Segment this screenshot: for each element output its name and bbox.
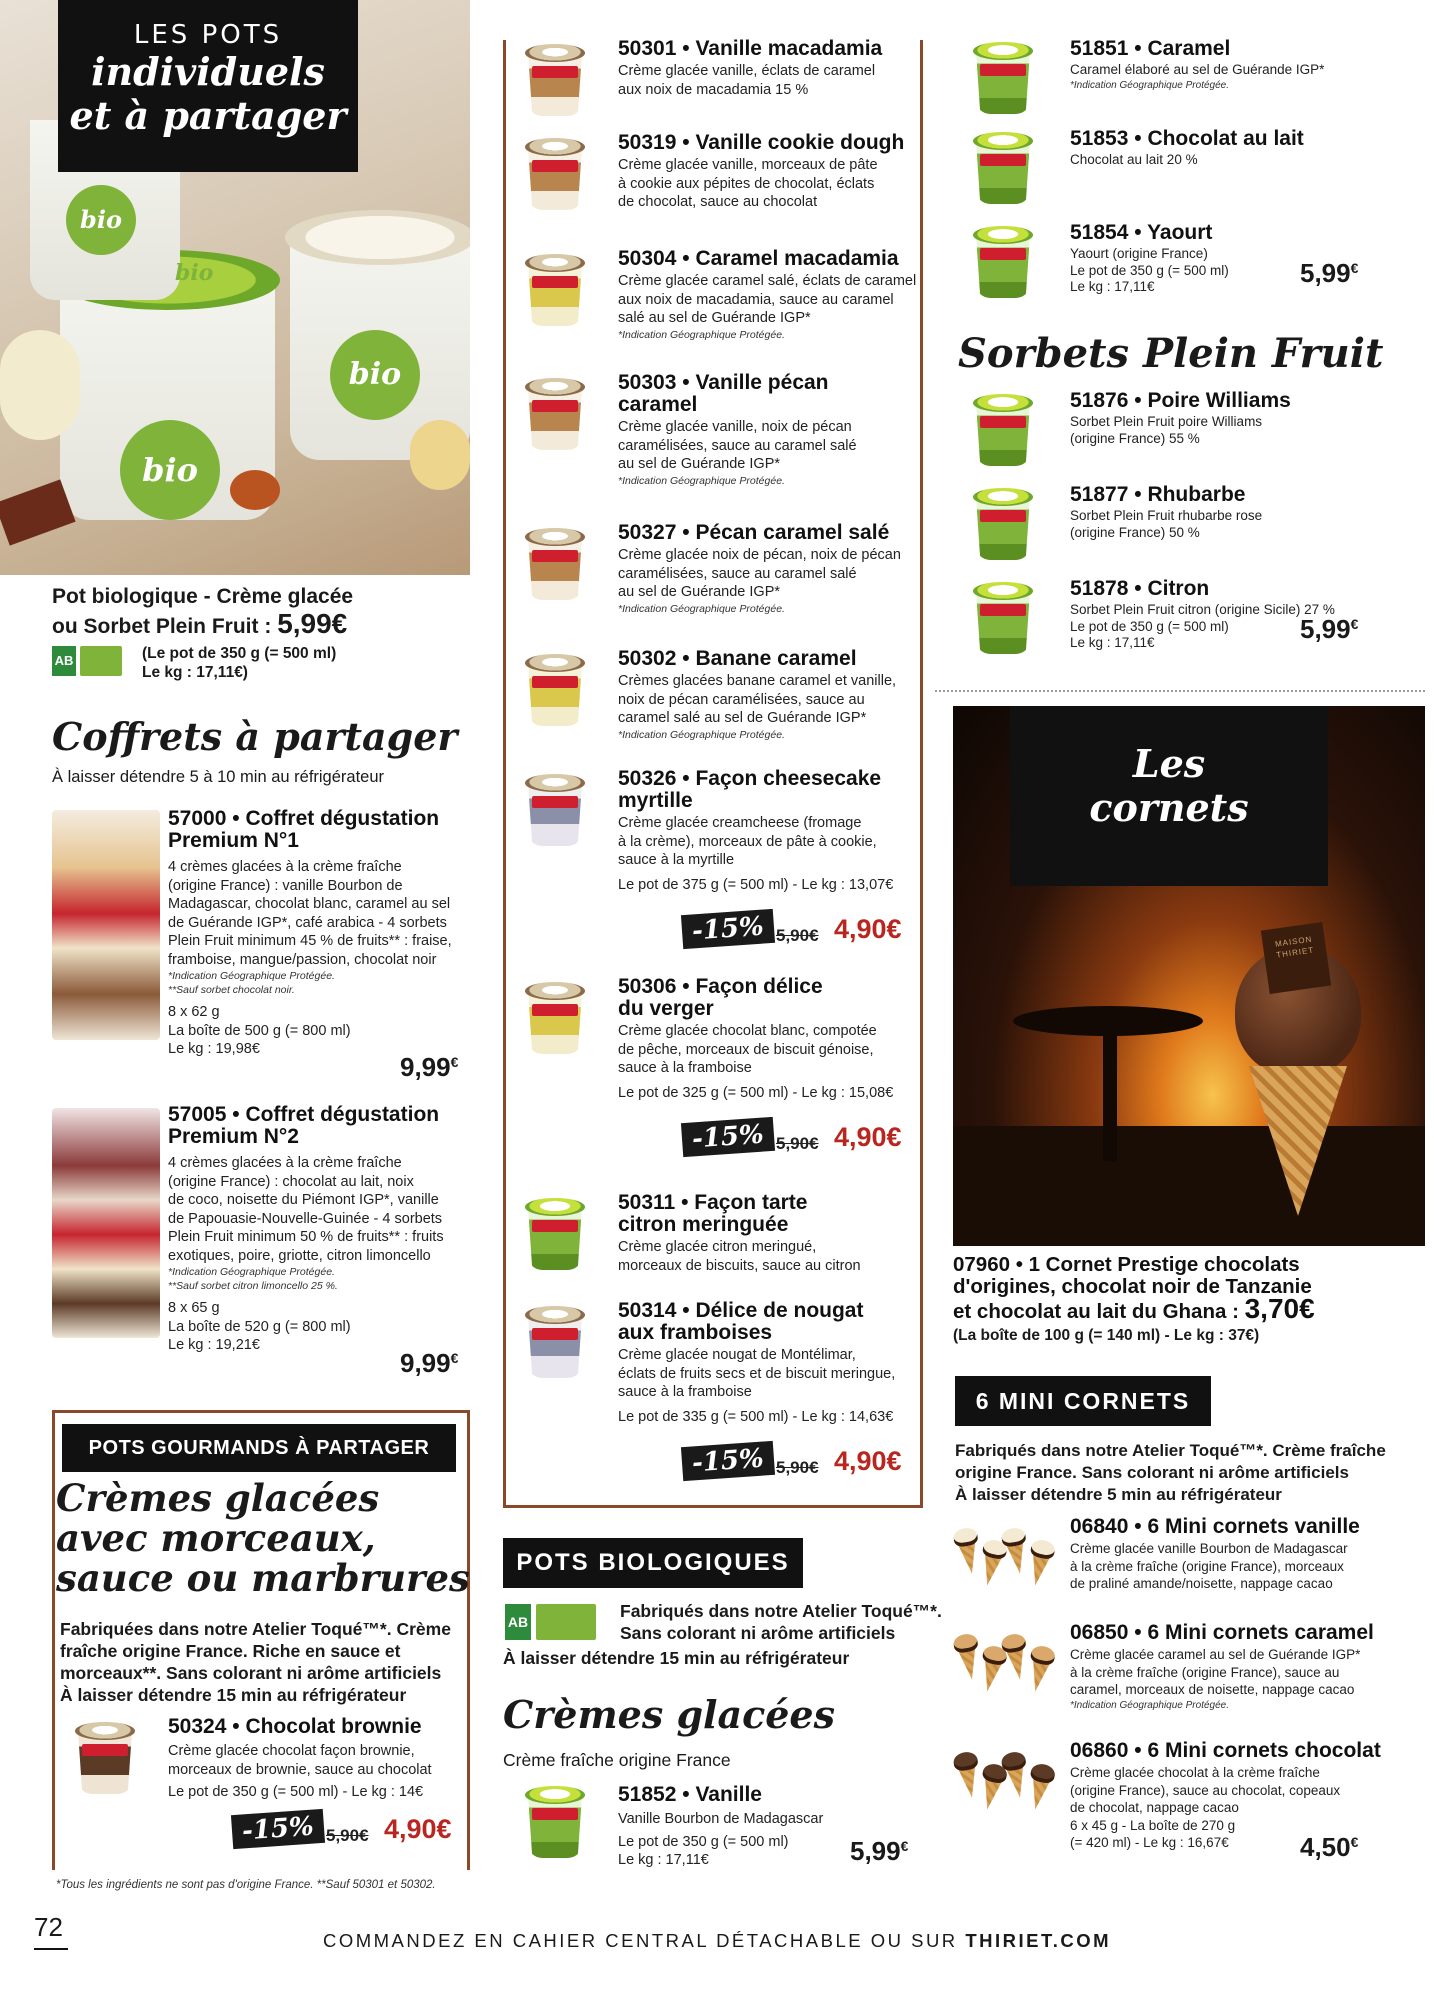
item-name: Vanille cookie dough (695, 131, 905, 154)
price-currency: € (1350, 1834, 1359, 1850)
coffret-price: 9,99€ (400, 1052, 459, 1082)
item-code: 50303 • (618, 371, 690, 394)
item-desc: exotiques, poire, griotte, citron limoncello (168, 1247, 431, 1264)
item-desc: de Guérande IGP*, café arabica - 4 sorbets (168, 914, 447, 931)
product-item (1070, 1516, 1400, 1593)
bio-intro: Fabriqués dans notre Atelier Toqué™*. Sans colorant ni arôme artificiels (620, 1601, 942, 1643)
item-desc: Le pot de 350 g (= 500 ml) (1070, 262, 1229, 278)
cornet-prestige: 07960 • 1 Cornet Prestige chocolats d'origines, chocolat noir de Tanzanie et chocolat au lait du Ghana : 3,70€ (La boîte de 100 g (= 140 ml) - Le kg : 37€) (953, 1253, 1315, 1344)
cone-image (1223, 926, 1373, 1226)
pot-bio-detail1: (Le pot de 350 g (= 500 ml) (142, 645, 337, 662)
item-title (618, 132, 918, 154)
item-desc: sauce à la framboise (618, 1060, 752, 1076)
item-code: 06840 • (1070, 1515, 1142, 1538)
item-desc-block (1070, 1646, 1400, 1699)
item-name-line2: Premium N°2 (168, 1125, 299, 1148)
mini-cornets-image (955, 1630, 1065, 1710)
item-desc-block (618, 1238, 918, 1275)
item-qty: Le kg : 19,98€ (168, 1041, 260, 1057)
item-desc-block (618, 814, 918, 870)
item-desc: 6 x 45 g - La boîte de 270 g (1070, 1817, 1236, 1833)
item-qty: 8 x 65 g (168, 1300, 220, 1316)
item-desc: Vanille Bourbon de Madagascar (618, 1811, 824, 1827)
item-desc: Caramel élaboré au sel de Guérande IGP* (1070, 62, 1325, 77)
item-price (1300, 614, 1358, 645)
item-name: Délice de nougat (695, 1299, 864, 1322)
product-item (618, 248, 918, 342)
item-desc: Chocolat au lait 20 % (1070, 152, 1198, 167)
item-name: Yaourt (1147, 221, 1213, 244)
item-code: 50326 • (618, 767, 690, 790)
footer-text: COMMANDEZ EN CAHIER CENTRAL DÉTACHABLE OU SUR THIRIET.COM (322, 1930, 1112, 1951)
item-name: Chocolat au lait (1147, 127, 1304, 150)
item-name: Coffret dégustation (245, 1103, 440, 1126)
item-note: *Indication Géographique Protégée. (1070, 79, 1230, 91)
item-desc-block (618, 156, 918, 212)
product-pot-image (522, 378, 588, 452)
item-qty: Le pot de 350 g (= 500 ml) - Le kg : 14€ (168, 1784, 424, 1800)
item-desc: caramel, morceaux de noisette, nappage cacao (1070, 1682, 1355, 1697)
mini-cornets-image (955, 1524, 1065, 1604)
item-desc: éclats de fruits secs et de biscuit meringue, (618, 1365, 896, 1382)
item-desc: Madagascar, chocolat blanc, caramel au sel (168, 896, 451, 912)
item-code: 51851 • (1070, 37, 1142, 60)
item-desc: framboise, mangue/passion, chocolat noir (168, 951, 437, 968)
item-code: 06850 • (1070, 1621, 1142, 1644)
item-desc: Crème glacée chocolat blanc, compotée (618, 1023, 877, 1039)
item-name-line2: myrtille (618, 789, 693, 812)
item-desc: morceaux de biscuits, sauce au citron (618, 1257, 861, 1274)
item-title (1070, 1622, 1400, 1644)
bio-title: Crèmes glacées (503, 1692, 835, 1737)
product-item (618, 976, 918, 1102)
pot-bio-price: 5,99€ (277, 608, 348, 639)
gourmands-header: POTS GOURMANDS À PARTAGER (62, 1424, 456, 1472)
item-name: Vanille pécan (695, 371, 829, 394)
mini-cornets-image (955, 1748, 1065, 1828)
item-desc: Plein Fruit minimum 45 % de fruits** : fraise, (168, 933, 452, 949)
item-desc-block (618, 546, 918, 602)
item-desc-block (618, 272, 918, 328)
item-desc: à cookie aux pépites de chocolat, éclats (618, 175, 875, 192)
price-currency: € (1350, 260, 1359, 276)
item-desc-block (618, 1022, 918, 1078)
item-qty: Le kg : 17,11€ (618, 1852, 709, 1868)
item-qty: Le pot de 350 g (= 500 ml) (618, 1833, 789, 1850)
item-title (618, 248, 918, 270)
product-pot-image (522, 138, 588, 212)
item-desc: à la crème fraîche (origine France), morceaux (1070, 1558, 1344, 1574)
item-name: Pécan caramel salé (695, 521, 890, 544)
item-desc: aux noix de macadamia 15 % (618, 81, 809, 98)
item-desc-block (618, 1346, 918, 1402)
item-desc-block (618, 418, 918, 474)
product-pot-image (522, 44, 588, 118)
item-desc: au sel de Guérande IGP* (618, 584, 781, 600)
item-code: 50306 • (618, 975, 690, 998)
product-pot-image (970, 488, 1036, 562)
item-desc: caramélisées, sauce au caramel salé (618, 437, 857, 454)
item-desc: Crème glacée chocolat à la crème fraîche (1070, 1765, 1320, 1780)
item-desc: à la crème fraîche (origine France), sauce au (1070, 1664, 1340, 1680)
item-desc: Crèmes glacées banane caramel et vanille, (618, 673, 897, 689)
item-title (618, 976, 918, 998)
item-name: Chocolat brownie (245, 1715, 422, 1738)
item-title (1070, 222, 1370, 244)
item-name: Caramel (1147, 37, 1231, 60)
new-price: 4,90€ (834, 1445, 902, 1476)
item-desc: Sorbet Plein Fruit citron (origine Sicile) 27 % (1070, 602, 1335, 617)
bio-badge: bio (66, 185, 136, 255)
discount-badge: -15% (681, 908, 775, 948)
item-qty: Le pot de 375 g (= 500 ml) - Le kg : 13,07€ (618, 876, 894, 893)
item-name: Façon délice (695, 975, 823, 998)
hero-title-box (58, 0, 358, 172)
item-desc: Crème glacée vanille, noix de pécan (618, 419, 852, 435)
item-code: 50324 • (168, 1715, 240, 1738)
old-price: 5,90€ (776, 1133, 819, 1153)
item-name: 6 Mini cornets chocolat (1147, 1739, 1381, 1762)
product-item (1070, 38, 1370, 93)
item-desc-block (618, 62, 918, 99)
item-title (618, 38, 918, 60)
coffret-item (168, 808, 468, 1059)
item-name-line2: du verger (618, 997, 714, 1020)
price-value: 5,99 (1300, 258, 1351, 288)
price-currency: € (1350, 616, 1359, 632)
item-note: *Indication Géographique Protégée. (618, 728, 785, 741)
item-code: 51876 • (1070, 389, 1142, 412)
hero-title-line1: LES POTS (133, 20, 283, 50)
old-price: 5,90€ (776, 1457, 819, 1477)
coffret-price: 9,99€ (400, 1348, 459, 1378)
product-item (1070, 390, 1370, 447)
product-item (618, 648, 918, 742)
product-item (618, 38, 918, 99)
item-name-line2: aux framboises (618, 1321, 773, 1344)
sorbets-title: Sorbets Plein Fruit (958, 330, 1384, 377)
item-desc: (= 420 ml) - Le kg : 16,67€ (1070, 1835, 1229, 1850)
product-pot-image (522, 774, 588, 848)
item-desc: de Papouasie-Nouvelle-Guinée - 4 sorbets (168, 1210, 443, 1227)
item-name: Vanille macadamia (695, 37, 883, 60)
item-desc: Crème glacée nougat de Montélimar, (618, 1347, 856, 1363)
item-name-line2: citron meringuée (618, 1213, 789, 1236)
item-desc: de chocolat, nappage cacao (1070, 1800, 1239, 1815)
product-pot-image (522, 1786, 588, 1860)
product-pot-image (970, 42, 1036, 116)
bio-rest: À laisser détendre 15 min au réfrigérateur (503, 1648, 850, 1668)
item-code: 50311 • (618, 1191, 689, 1214)
item-title (1070, 128, 1370, 150)
item-qty: Le pot de 335 g (= 500 ml) - Le kg : 14,63€ (618, 1408, 894, 1425)
item-desc: (origine France) : vanille Bourbon de (168, 877, 403, 894)
item-name: Banane caramel (695, 647, 857, 670)
item-desc: Le kg : 17,11€ (1070, 635, 1155, 650)
coffret-item (168, 1104, 468, 1355)
item-title (618, 372, 918, 394)
bio-badge: bio (120, 420, 220, 520)
cornets-title-box: Les cornets (1010, 706, 1328, 886)
item-desc: Crème glacée noix de pécan, noix de pécan (618, 547, 901, 563)
item-desc: à la crème), morceaux de pâte à cookie, (618, 833, 877, 850)
item-desc: Le pot de 350 g (= 500 ml) (1070, 618, 1229, 634)
discount-badge: -15% (681, 1116, 775, 1156)
item-desc: Crème glacée creamcheese (fromage (618, 815, 862, 831)
item-desc-block (618, 672, 918, 728)
item-desc: morceaux de brownie, sauce au chocolat (168, 1761, 432, 1778)
item-note: *Indication Géographique Protégée. (618, 602, 785, 615)
dotted-divider (935, 690, 1425, 692)
item-name-line2: caramel (618, 393, 698, 416)
item-code: 51877 • (1070, 483, 1142, 506)
item-desc: sauce à la myrtille (618, 852, 735, 868)
item-title (618, 768, 918, 790)
item-title (618, 648, 918, 670)
footnote: *Tous les ingrédients ne sont pas d'origine France. **Sauf 50301 et 50302. (56, 1879, 436, 1891)
coffrets-title: Coffrets à partager (52, 714, 458, 759)
item-price (1300, 1832, 1358, 1863)
gourmands-title: Crèmes glacées avec morceaux, sauce ou marbrures (56, 1476, 470, 1600)
new-price: 4,90€ (834, 1121, 902, 1152)
pot-bio-line2: ou Sorbet Plein Fruit : (52, 615, 272, 638)
item-name: Poire Williams (1147, 389, 1291, 412)
item-code: 50314 • (618, 1299, 690, 1322)
coffret-photo (52, 1108, 160, 1338)
bio-item-price: 5,99€ (850, 1836, 909, 1866)
product-item (618, 372, 918, 488)
item-desc-block (1070, 414, 1370, 447)
item-code: 50327 • (618, 521, 690, 544)
new-price: 4,90€ (834, 913, 902, 944)
item-desc-block (1070, 152, 1370, 169)
item-code: 57005 • (168, 1103, 240, 1126)
mini-intro: Fabriqués dans notre Atelier Toqué™*. Crème fraîche origine France. Sans colorant ni arôme artificiels À laisser détendre 5 min au réfrigérateur (955, 1441, 1386, 1504)
item-name: Caramel macadamia (695, 247, 899, 270)
item-desc: (origine France) : chocolat au lait, noix (168, 1173, 414, 1190)
item-qty: La boîte de 500 g (= 800 ml) (168, 1022, 351, 1039)
product-pot-image (522, 254, 588, 328)
item-desc: Crème glacée chocolat façon brownie, (168, 1743, 415, 1759)
cornet-price: 3,70€ (1244, 1293, 1315, 1324)
item-desc: caramélisées, sauce au caramel salé (618, 565, 857, 582)
item-desc: (origine France), sauce au chocolat, copeaux (1070, 1782, 1341, 1798)
pot-bio-detail2: Le kg : 17,11€) (142, 664, 248, 681)
item-name: 6 Mini cornets vanille (1147, 1515, 1360, 1538)
item-name: Rhubarbe (1147, 483, 1246, 506)
item-note: **Sauf sorbet citron limoncello 25 %. (168, 1280, 338, 1292)
item-code: 50304 • (618, 247, 690, 270)
product-pot-image (522, 654, 588, 728)
gourmands-intro: Fabriquées dans notre Atelier Toqué™*. Crème fraîche origine France. Riche en sauce et morceaux**. Sans colorant ni arôme artificiels À laisser détendre 15 min au réfrigérateur (60, 1619, 451, 1705)
item-desc: Plein Fruit minimum 50 % de fruits** : fruits (168, 1229, 444, 1245)
gourmand-item (168, 1716, 468, 1802)
item-code: 51852 • (618, 1783, 690, 1806)
item-desc: Crème glacée vanille, éclats de caramel (618, 63, 876, 79)
item-note: **Sauf sorbet chocolat noir. (168, 984, 295, 996)
item-title (1070, 484, 1370, 506)
hero-photo (0, 0, 470, 575)
old-price: 5,90€ (776, 925, 819, 945)
discount-badge: -15% (681, 1440, 775, 1480)
item-qty: La boîte de 520 g (= 800 ml) (168, 1318, 351, 1335)
item-title (1070, 390, 1370, 412)
item-desc: Crème glacée vanille, morceaux de pâte (618, 157, 878, 173)
ab-logo: AB (52, 646, 76, 676)
bio-header: POTS BIOLOGIQUES (503, 1538, 803, 1588)
item-code: 51854 • (1070, 221, 1142, 244)
bio-badge: bio (330, 330, 420, 420)
item-desc: Yaourt (origine France) (1070, 246, 1208, 261)
price-value: 4,50 (1300, 1832, 1351, 1862)
item-desc-block (1070, 1540, 1400, 1593)
item-desc: Le kg : 17,11€ (1070, 279, 1155, 294)
item-name: Coffret dégustation (245, 807, 440, 830)
item-note: *Indication Géographique Protégée. (618, 328, 785, 341)
eu-bio-logo (536, 1604, 596, 1640)
item-qty: Le pot de 325 g (= 500 ml) - Le kg : 15,08€ (618, 1084, 894, 1101)
item-name: Façon cheesecake (695, 767, 882, 790)
new-price: 4,90€ (384, 1814, 452, 1844)
item-desc: Crème glacée caramel au sel de Guérande IGP* (1070, 1647, 1361, 1662)
chocolate-plaque: MAISON THIRIET (1261, 922, 1331, 994)
item-desc-block (1070, 508, 1370, 541)
item-name: Vanille (695, 1783, 762, 1806)
price-value: 5,99 (1300, 614, 1351, 644)
item-desc: au sel de Guérande IGP* (618, 456, 781, 472)
item-desc: 4 crèmes glacées à la crème fraîche (168, 1155, 402, 1171)
item-code: 51853 • (1070, 127, 1142, 150)
item-note: *Indication Géographique Protégée. (168, 970, 335, 982)
item-desc: 4 crèmes glacées à la crème fraîche (168, 859, 402, 875)
item-desc: (origine France) 55 % (1070, 430, 1200, 446)
product-pot-image (970, 132, 1036, 206)
product-pot-image (522, 1198, 588, 1272)
item-title (1070, 578, 1370, 600)
item-desc: Sorbet Plein Fruit poire Williams (1070, 414, 1263, 429)
product-pot-image (970, 226, 1036, 300)
product-item (618, 1300, 918, 1426)
item-desc: aux noix de macadamia, sauce au caramel (618, 291, 894, 308)
hero-title-line2: individuels (91, 49, 325, 94)
item-code: 51878 • (1070, 577, 1142, 600)
ab-logo: AB (505, 1604, 531, 1640)
item-name: Citron (1147, 577, 1210, 600)
coffret-photo (52, 810, 160, 1040)
product-item (1070, 1622, 1400, 1713)
product-pot-image (970, 582, 1036, 656)
item-title (618, 522, 918, 544)
item-title (1070, 38, 1370, 60)
product-pot-image (970, 394, 1036, 468)
coffrets-subtitle: À laisser détendre 5 à 10 min au réfrigérateur (52, 768, 385, 786)
item-price (1300, 258, 1358, 289)
product-pot-image (522, 528, 588, 602)
mini-cornets-header: 6 MINI CORNETS (955, 1376, 1211, 1426)
item-code: 50301 • (618, 37, 690, 60)
item-desc: noix de pécan caramélisées, sauce au (618, 691, 865, 708)
item-desc: (origine France) 50 % (1070, 524, 1200, 540)
product-pot-image (522, 1306, 588, 1380)
product-item (1070, 484, 1370, 541)
item-title (618, 1192, 918, 1214)
item-qty: Le kg : 19,21€ (168, 1337, 260, 1353)
item-title (618, 1300, 918, 1322)
old-price: 5,90€ (326, 1826, 369, 1845)
item-desc: caramel salé au sel de Guérande IGP* (618, 710, 867, 726)
product-item (618, 132, 918, 212)
item-qty: 8 x 62 g (168, 1004, 220, 1020)
product-item (618, 768, 918, 894)
item-code: 50319 • (618, 131, 690, 154)
bio-badge: bio (175, 260, 214, 286)
item-note: *Indication Géographique Protégée. (1070, 1699, 1230, 1711)
item-code: 50302 • (618, 647, 690, 670)
item-desc-block (1070, 62, 1370, 79)
product-item (1070, 128, 1370, 169)
item-name-line2: Premium N°1 (168, 829, 299, 852)
item-desc: de praliné amande/noisette, nappage cacao (1070, 1576, 1333, 1591)
pot-bio-info (52, 583, 452, 688)
item-desc: Crème glacée caramel salé, éclats de caramel (618, 273, 917, 289)
item-note: *Indication Géographique Protégée. (168, 1266, 335, 1278)
item-desc: salé au sel de Guérande IGP* (618, 310, 811, 326)
item-title (1070, 1516, 1400, 1538)
hero-title-line3: et à partager (69, 93, 347, 138)
item-desc: Crème glacée citron meringué, (618, 1239, 817, 1255)
item-note: *Indication Géographique Protégée. (618, 474, 785, 487)
product-pot-image (72, 1722, 138, 1796)
bio-subtitle: Crème fraîche origine France (503, 1750, 731, 1770)
eu-bio-logo (80, 646, 122, 676)
item-desc: Crème glacée vanille Bourbon de Madagascar (1070, 1541, 1348, 1556)
item-name: Façon tarte (694, 1191, 808, 1214)
discount-badge: -15% (231, 1809, 325, 1849)
item-code: 06860 • (1070, 1739, 1142, 1762)
product-item (618, 522, 918, 616)
product-item (618, 1192, 918, 1275)
pot-bio-line1: Pot biologique - Crème glacée (52, 585, 354, 608)
item-desc: de chocolat, sauce au chocolat (618, 194, 818, 210)
item-desc: de coco, noisette du Piémont IGP*, vanille (168, 1192, 439, 1208)
item-desc: sauce à la framboise (618, 1384, 752, 1400)
product-pot-image (522, 982, 588, 1056)
item-desc: Sorbet Plein Fruit rhubarbe rose (1070, 508, 1263, 523)
item-name: 6 Mini cornets caramel (1147, 1621, 1374, 1644)
item-title (1070, 1740, 1400, 1762)
page-number: 72 (34, 1912, 63, 1942)
item-code: 57000 • (168, 807, 240, 830)
item-desc: de pêche, morceaux de biscuit génoise, (618, 1041, 874, 1058)
